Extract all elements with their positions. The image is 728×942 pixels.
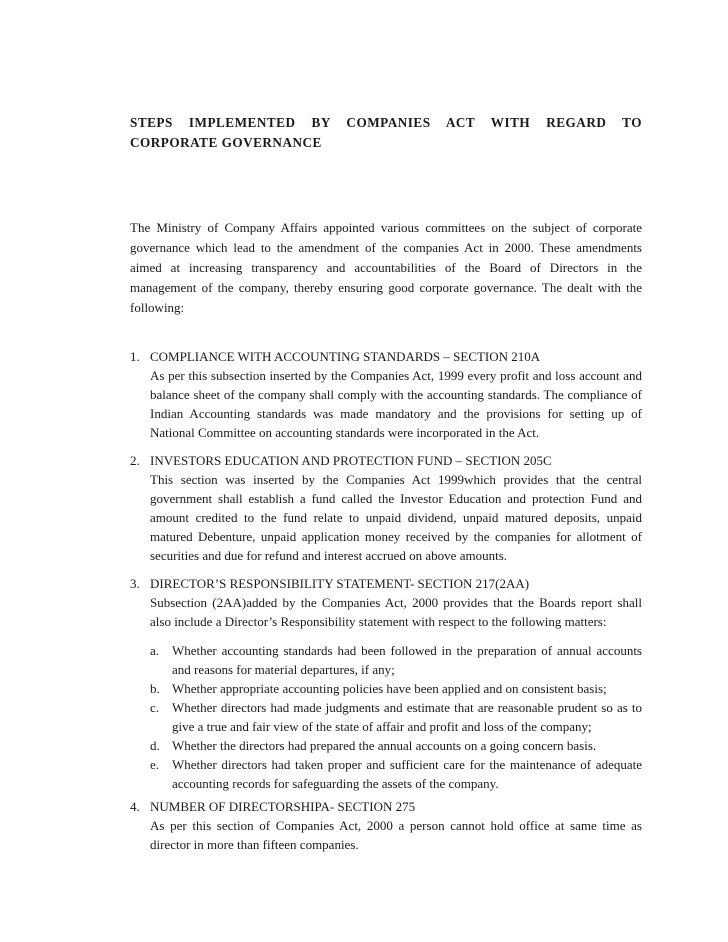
sub-item-text: Whether directors had made judgments and estimate that are reasonable prudent so as to give a true and fair view of the state of affair and profit and loss of the company; [172, 700, 642, 734]
sub-list [150, 641, 642, 793]
item-number: 3. [130, 576, 140, 591]
intro-paragraph: The Ministry of Company Affairs appointed various committees on the subject of corporate governance which lead to the amendment of the companies Act in 2000. These amendments aimed at increasing transparency and accountabilities of the Board of Directors in the management of the company, thereby ensuring good corporate governance. The dealt with the following: [130, 220, 642, 315]
sub-item-letter: d. [150, 738, 160, 753]
sub-item-text: Whether directors had taken proper and sufficient care for the maintenance of adequate accounting records for safeguarding the assets of the company. [172, 757, 642, 791]
sub-list-item-a [150, 641, 642, 679]
item-number: 1. [130, 349, 140, 364]
sub-item-letter: b. [150, 681, 160, 696]
item-body: This section was inserted by the Companies Act 1999which provides that the central government shall establish a fund called the Investor Education and protection Fund and amount credited to the fund relate to unpaid dividend, unpaid matured deposits, unpaid matured Debenture, unpaid application money received by the companies for allotment of securities and due for refund and interest accrued on above amounts. [150, 472, 642, 563]
item-heading: COMPLIANCE WITH ACCOUNTING STANDARDS – SECTION 210A [150, 349, 541, 364]
sub-item-text: Whether appropriate accounting policies have been applied and on consistent basis; [172, 681, 607, 696]
list-item-2 [130, 451, 642, 565]
sub-item-text: Whether the directors had prepared the annual accounts on a going concern basis. [172, 738, 597, 753]
sub-item-letter: e. [150, 757, 160, 772]
sub-list-item-b [150, 679, 642, 698]
list-item-1 [130, 347, 642, 442]
item-number: 4. [130, 799, 140, 814]
document-title: STEPS IMPLEMENTED BY COMPANIES ACT WITH REGARD TO CORPORATE GOVERNANCE [130, 115, 642, 150]
sub-list-item-d [150, 736, 642, 755]
list-item-4 [130, 797, 642, 854]
item-heading: DIRECTOR’S RESPONSIBILITY STATEMENT- SECTION 217(2AA) [150, 576, 530, 591]
item-body: As per this subsection inserted by the Companies Act, 1999 every profit and loss account and balance sheet of the company shall comply with the accounting standards. The compliance of Indian Accounting standards was made mandatory and the provisions for setting up of National Committee on accounting standards were incorporated in the Act. [150, 368, 642, 440]
item-number: 2. [130, 453, 140, 468]
item-heading: NUMBER OF DIRECTORSHIPA- SECTION 275 [150, 799, 416, 814]
item-body: Subsection (2AA)added by the Companies Act, 2000 provides that the Boards report shall also include a Director’s Responsibility statement with respect to the following matters: [150, 595, 642, 629]
item-heading: INVESTORS EDUCATION AND PROTECTION FUND – SECTION 205C [150, 453, 552, 468]
item-body: As per this section of Companies Act, 2000 a person cannot hold office at same time as director in more than fifteen companies. [150, 818, 642, 852]
sub-list-item-c [150, 698, 642, 736]
sub-item-text: Whether accounting standards had been followed in the preparation of annual accounts and reasons for material departures, if any; [172, 643, 642, 677]
list-item-3 [130, 574, 642, 631]
sub-item-letter: c. [150, 700, 160, 715]
sub-item-letter: a. [150, 643, 160, 658]
sub-list-item-e [150, 755, 642, 793]
